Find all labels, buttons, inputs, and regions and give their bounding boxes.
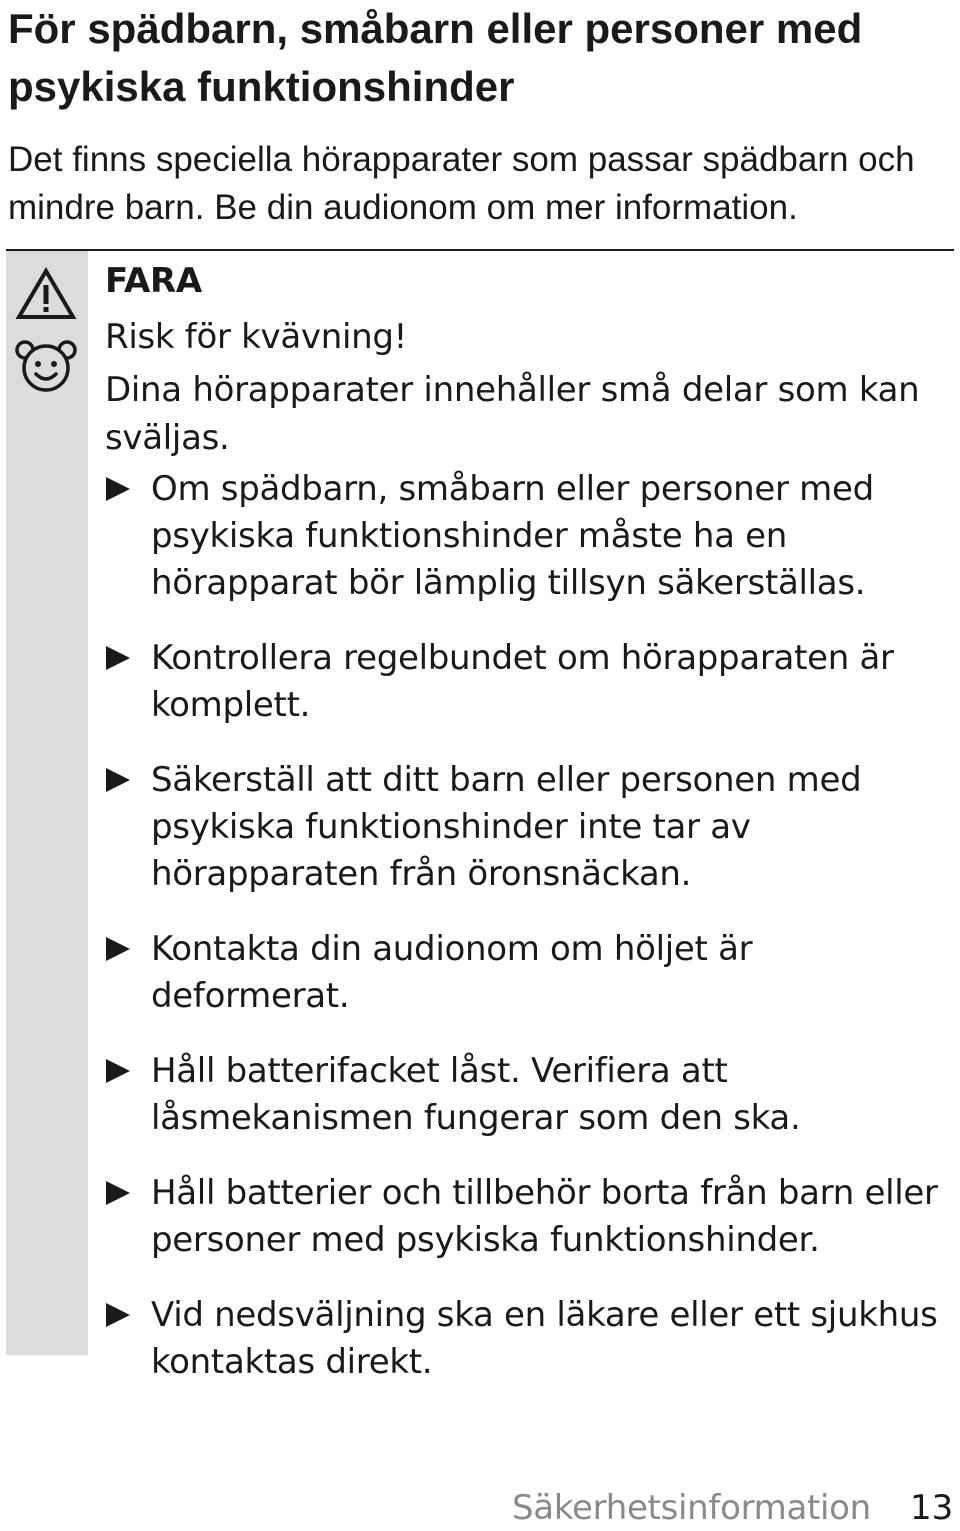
instruction-item — [105, 757, 957, 898]
intro-line-2: mindre barn. Be din audionom om mer information. — [8, 188, 798, 227]
child-face-icon — [15, 336, 77, 394]
instruction-item — [105, 635, 957, 729]
triangle-bullet-icon — [106, 768, 130, 792]
triangle-bullet-icon — [106, 1059, 130, 1083]
risk-description: Dina hörapparater innehåller små delar som kan sväljas. — [105, 370, 920, 458]
instruction-text: Håll batterifacket låst. Verifiera att låsmekanismen fungerar som den ska. — [151, 1051, 801, 1138]
triangle-bullet-icon — [106, 937, 130, 961]
instruction-text: Kontakta din audionom om höljet är deformerat. — [151, 929, 753, 1016]
triangle-bullet-icon — [106, 477, 130, 501]
section-divider — [6, 249, 954, 251]
triangle-bullet-icon — [106, 1181, 130, 1205]
instruction-text: Kontrollera regelbundet om hörapparaten är komplett. — [151, 638, 894, 725]
triangle-bullet-icon — [106, 646, 130, 670]
page-heading — [8, 0, 948, 116]
page-number: 13 — [910, 1488, 954, 1528]
instruction-text: Håll batterier och tillbehör borta från barn eller personer med psykiska funktionshinder. — [151, 1173, 938, 1260]
heading-line-2: psykiska funktionshinder — [8, 63, 515, 110]
risk-statement: Risk för kvävning! — [105, 317, 407, 357]
instruction-item — [105, 1048, 957, 1142]
instruction-text: Om spädbarn, småbarn eller personer med psykiska funktionshinder måste ha en hörapparat bör lämplig tillsyn säkerställas. — [151, 469, 874, 603]
warning-triangle-icon — [15, 267, 77, 321]
instruction-item — [105, 1170, 957, 1264]
signal-word: FARA — [105, 261, 202, 301]
instruction-item — [105, 1292, 957, 1386]
warning-content — [105, 256, 957, 1386]
triangle-bullet-icon — [106, 1303, 130, 1327]
intro-paragraph — [8, 136, 953, 232]
heading-line-1: För spädbarn, småbarn eller personer med — [8, 5, 863, 52]
warning-sidebar — [6, 251, 88, 1355]
instruction-text: Säkerställ att ditt barn eller personen med psykiska funktionshinder inte tar av hörapparaten från öronsnäckan. — [151, 760, 862, 894]
instruction-text: Vid nedsväljning ska en läkare eller ett sjukhus kontaktas direkt. — [151, 1295, 938, 1382]
footer-section-title: Säkerhetsinformation — [512, 1488, 871, 1528]
instruction-item — [105, 926, 957, 1020]
instruction-list — [105, 466, 957, 1386]
instruction-item — [105, 466, 957, 607]
intro-line-1: Det finns speciella hörapparater som passar spädbarn och — [8, 140, 915, 179]
